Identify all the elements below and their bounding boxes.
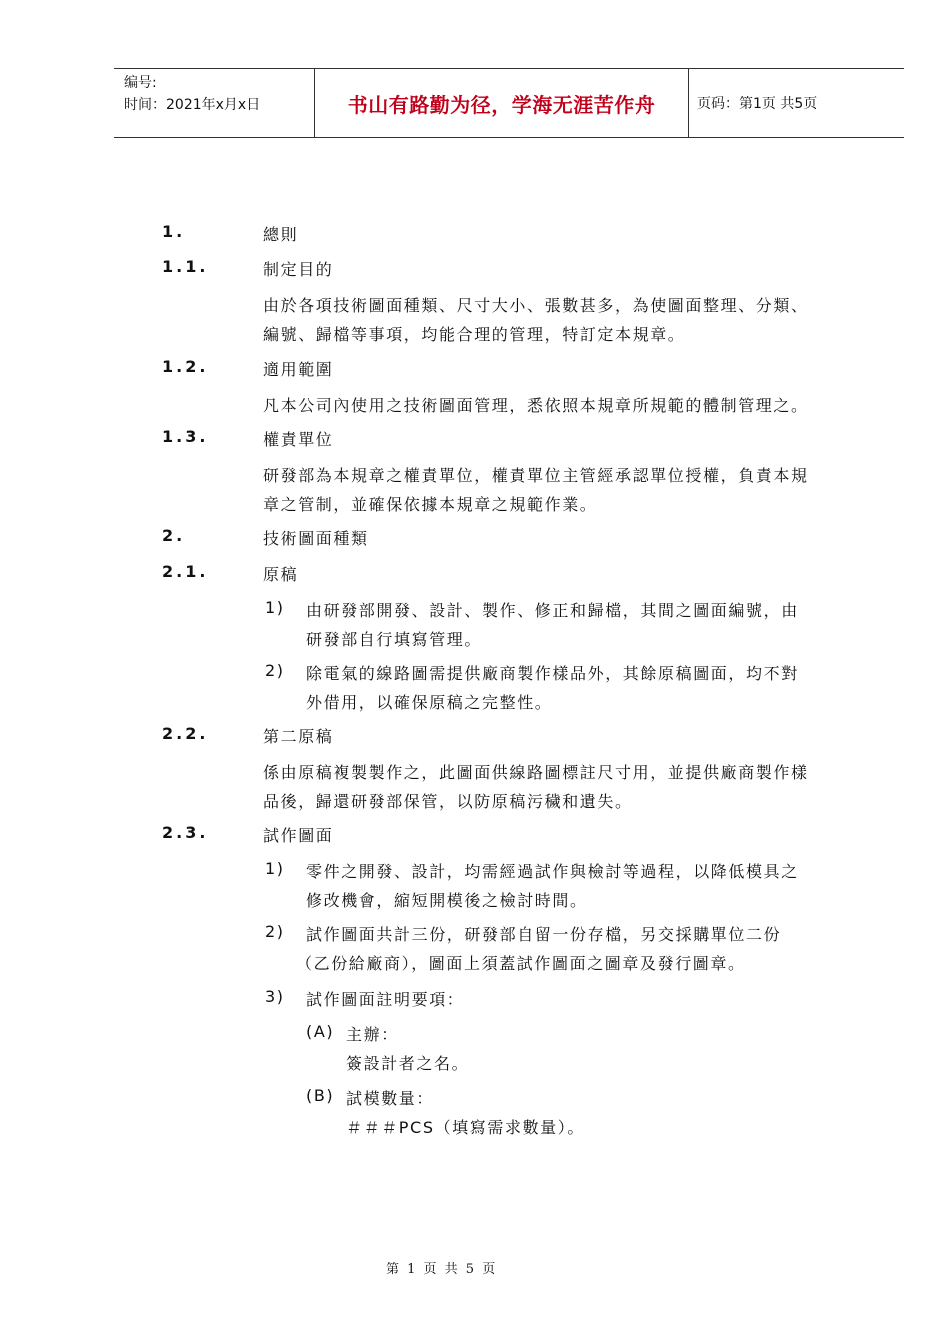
section-number: 1.2. bbox=[162, 357, 209, 376]
paragraph-line: 研發部為本規章之權責單位，權責單位主管經承認單位授權，負責本規 bbox=[263, 466, 809, 485]
paragraph-line: 係由原稿複製製作之，此圖面供線路圖標註尺寸用，並提供廠商製作樣 bbox=[263, 763, 809, 782]
list-item-line: 除電氣的線路圖需提供廠商製作樣品外，其餘原稿圖面，均不對 bbox=[306, 664, 799, 683]
sub-list-marker: (B) bbox=[306, 1086, 335, 1105]
sub-list-title: 主辦： bbox=[346, 1025, 399, 1044]
section-title: 原稿 bbox=[263, 565, 299, 584]
list-item-line: 外借用，以確保原稿之完整性。 bbox=[306, 693, 553, 712]
paragraph-line: 品後，歸還研發部保管，以防原稿污穢和遺失。 bbox=[263, 792, 633, 811]
sub-list-text: 簽設計者之名。 bbox=[346, 1054, 470, 1073]
list-item-line: 試作圖面共計三份，研發部自留一份存檔，另交採購單位二份 bbox=[306, 925, 782, 944]
list-marker: 1) bbox=[265, 859, 285, 878]
section-title: 適用範圍 bbox=[263, 360, 334, 379]
section-number: 1.3. bbox=[162, 427, 209, 446]
page-footer: 第 1 页 共 5 页 bbox=[386, 1262, 496, 1277]
section-number: 1.1. bbox=[162, 257, 209, 276]
list-item-line: 由研發部開發、設計、製作、修正和歸檔，其間之圖面編號，由 bbox=[306, 601, 799, 620]
section-title: 第二原稿 bbox=[263, 727, 334, 746]
page-header bbox=[114, 68, 904, 138]
header-page-label: 页码：第1页 共5页 bbox=[697, 96, 818, 112]
header-motto: 书山有路勤为径，学海无涯苦作舟 bbox=[315, 69, 689, 137]
section-title: 權責單位 bbox=[263, 430, 334, 449]
list-item-line: （乙份給廠商），圖面上須蓋試作圖面之圖章及發行圖章。 bbox=[296, 954, 746, 973]
list-item-line: 試作圖面註明要項： bbox=[306, 990, 465, 1009]
list-marker: 2) bbox=[265, 661, 285, 680]
section-number: 2. bbox=[162, 526, 186, 545]
list-marker: 3) bbox=[265, 987, 285, 1006]
section-number: 2.2. bbox=[162, 724, 209, 743]
number-label: 编号: bbox=[124, 75, 157, 91]
list-item-line: 零件之開發、設計，均需經過試作與檢討等過程，以降低模具之 bbox=[306, 862, 799, 881]
list-item-line: 研發部自行填寫管理。 bbox=[306, 630, 483, 649]
sub-list-text: ＃＃＃PCS（填寫需求數量）。 bbox=[346, 1118, 585, 1137]
section-number: 2.3. bbox=[162, 823, 209, 842]
list-marker: 1) bbox=[265, 598, 285, 617]
list-item-line: 修改機會，縮短開模後之檢討時間。 bbox=[306, 891, 588, 910]
section-title: 總則 bbox=[263, 225, 299, 244]
section-title: 技術圖面種類 bbox=[263, 529, 369, 548]
section-number: 2.1. bbox=[162, 562, 209, 581]
section-number: 1. bbox=[162, 222, 186, 241]
list-marker: 2) bbox=[265, 922, 285, 941]
header-meta bbox=[114, 69, 315, 137]
paragraph-line: 章之管制，並確保依據本規章之規範作業。 bbox=[263, 495, 598, 514]
paragraph-line: 由於各項技術圖面種類、尺寸大小、張數甚多，為使圖面整理、分類、 bbox=[263, 296, 809, 315]
paragraph-line: 編號、歸檔等事項，均能合理的管理，特訂定本規章。 bbox=[263, 325, 686, 344]
time-label: 时间：2021年x月x日 bbox=[124, 97, 261, 113]
section-title: 試作圖面 bbox=[263, 826, 334, 845]
paragraph-line: 凡本公司內使用之技術圖面管理，悉依照本規章所規範的體制管理之。 bbox=[263, 396, 809, 415]
sub-list-title: 試模數量： bbox=[346, 1089, 435, 1108]
sub-list-marker: (A) bbox=[306, 1022, 335, 1041]
section-title: 制定目的 bbox=[263, 260, 334, 279]
